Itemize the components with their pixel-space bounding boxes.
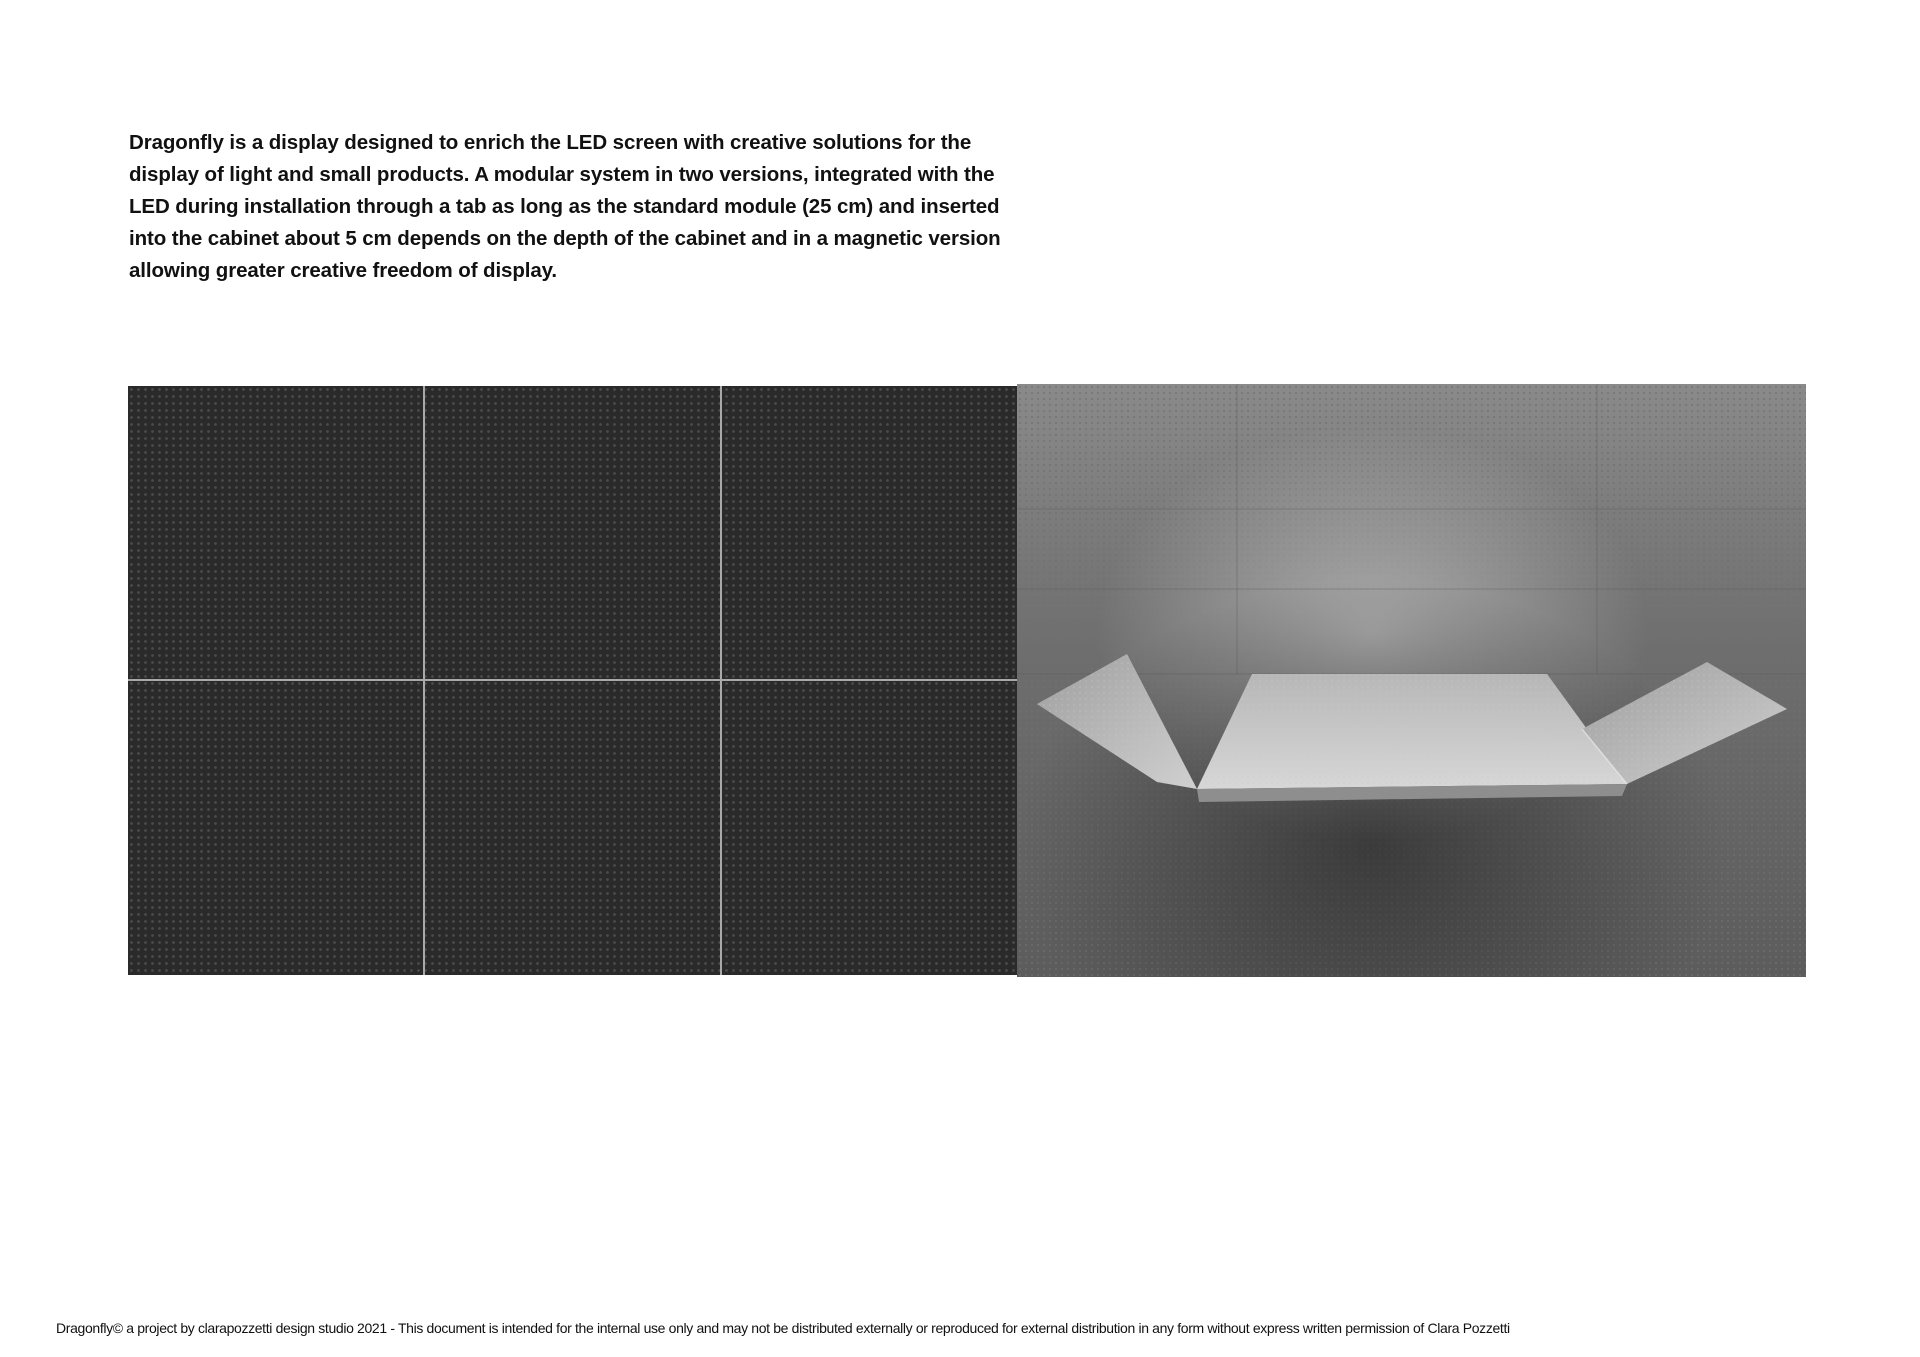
intro-paragraph: Dragonfly is a display designed to enrich the LED screen with creative solutions for the display of light and small products. A modular system in two versions, integrated with the LED during installation through a tab as long as the standard module (25 cm) and inserted into the cabinet about 5 cm depends on the depth of the cabinet and in a magnetic version allowing greater creative freedom of display. [129,131,1001,282]
module-divider-horizontal [128,679,1017,681]
product-figure [128,384,1806,977]
footer-copyright: Dragonfly© a project by clarapozzetti design studio 2021 - This document is intended for the internal use only and may not be distributed externally or reproduced for external distribution in any form without express written permission of Clara Pozzetti [56,1320,1510,1336]
dragonfly-photo-illustration [1017,384,1806,977]
dragonfly-display-photo [1017,384,1806,977]
led-module-grid-image [128,386,1017,975]
